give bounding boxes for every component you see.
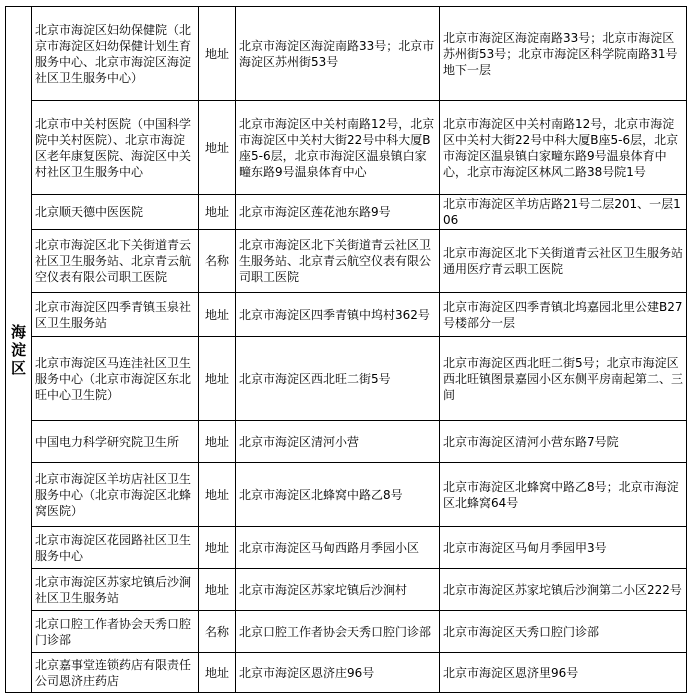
change-type-cell: 名称 [199, 230, 236, 293]
registered-info-cell: 北京市海淀区中关村南路12号，北京市海淀区中关村大街22号中科大厦B座5-6层，北京市海淀区温泉镇白家疃东路9号温泉体育中心 [236, 101, 440, 195]
registered-info-cell: 北京市海淀区北下关街道青云社区卫生服务站、北京青云航空仪表有限公司职工医院 [236, 230, 440, 293]
change-type-cell: 地址 [199, 7, 236, 101]
registration-table [5, 6, 687, 693]
institution-name-cell: 北京市海淀区马连洼社区卫生服务中心（北京市海淀区东北旺中心卫生院） [32, 337, 199, 421]
change-type-cell: 地址 [199, 195, 236, 230]
actual-info-cell: 北京市海淀区马甸月季园甲3号 [440, 527, 687, 569]
table-row [6, 463, 687, 527]
table-row [6, 527, 687, 569]
table-row [6, 101, 687, 195]
institution-name-cell: 北京市中关村医院（中国科学院中关村医院）、北京市海淀区老年康复医院、海淀区中关村社区卫生服务中心 [32, 101, 199, 195]
change-type-cell: 地址 [199, 101, 236, 195]
table-row [6, 421, 687, 463]
change-type-cell: 地址 [199, 293, 236, 337]
actual-info-cell: 北京市海淀区苏家坨镇后沙涧第二小区222号 [440, 569, 687, 611]
table-row [6, 569, 687, 611]
actual-info-cell: 北京市海淀区北蜂窝中路乙8号；北京市海淀区北蜂窝64号 [440, 463, 687, 527]
table-row [6, 7, 687, 101]
institution-name-cell: 北京市海淀区羊坊店社区卫生服务中心（北京市海淀区北蜂窝医院） [32, 463, 199, 527]
actual-info-cell: 北京市海淀区清河小营东路7号院 [440, 421, 687, 463]
change-type-cell: 名称 [199, 611, 236, 653]
registered-info-cell: 北京市海淀区马甸西路月季园小区 [236, 527, 440, 569]
actual-info-cell: 北京市海淀区北下关街道青云社区卫生服务站 通用医疗青云职工医院 [440, 230, 687, 293]
registered-info-cell: 北京市海淀区北蜂窝中路乙8号 [236, 463, 440, 527]
district-label: 海淀区 [10, 322, 26, 377]
table-row [6, 611, 687, 653]
actual-info-cell: 北京市海淀区羊坊店路21号二层201、一层106 [440, 195, 687, 230]
registered-info-cell: 北京市海淀区恩济庄96号 [236, 653, 440, 693]
change-type-cell: 地址 [199, 463, 236, 527]
actual-info-cell: 北京市海淀区西北旺二街5号；北京市海淀区西北旺镇图景嘉园小区东侧平房南起第二、三间 [440, 337, 687, 421]
registered-info-cell: 北京市海淀区海淀南路33号；北京市海淀区苏州街53号 [236, 7, 440, 101]
table-row [6, 653, 687, 693]
actual-info-cell: 北京市海淀区海淀南路33号；北京市海淀区苏州街53号；北京市海淀区科学院南路31号地下一层 [440, 7, 687, 101]
actual-info-cell: 北京市海淀区恩济里96号 [440, 653, 687, 693]
actual-info-cell: 北京市海淀区天秀口腔门诊部 [440, 611, 687, 653]
table-row [6, 230, 687, 293]
registered-info-cell: 北京市海淀区西北旺二街5号 [236, 337, 440, 421]
actual-info-cell: 北京市海淀区四季青镇北坞嘉园北里公建B27号楼部分一层 [440, 293, 687, 337]
change-type-cell: 地址 [199, 527, 236, 569]
registered-info-cell: 北京市海淀区清河小营 [236, 421, 440, 463]
institution-name-cell: 中国电力科学研究院卫生所 [32, 421, 199, 463]
institution-name-cell: 北京市海淀区北下关街道青云社区卫生服务站、北京青云航空仪表有限公司职工医院 [32, 230, 199, 293]
institution-name-cell: 北京顺天德中医医院 [32, 195, 199, 230]
actual-info-cell: 北京市海淀区中关村南路12号，北京市海淀区中关村大街22号中科大厦B座5-6层，北京市海淀区温泉镇白家疃东路9号温泉体育中心，北京市海淀区林风二路38号院1号 [440, 101, 687, 195]
institution-name-cell: 北京市海淀区四季青镇玉泉社区卫生服务站 [32, 293, 199, 337]
institution-name-cell: 北京市海淀区花园路社区卫生服务中心 [32, 527, 199, 569]
change-type-cell: 地址 [199, 653, 236, 693]
change-type-cell: 地址 [199, 569, 236, 611]
table-row [6, 337, 687, 421]
table-row [6, 293, 687, 337]
table-row [6, 195, 687, 230]
institution-name-cell: 北京市海淀区苏家坨镇后沙涧社区卫生服务站 [32, 569, 199, 611]
institution-name-cell: 北京嘉事堂连锁药店有限责任公司恩济庄药店 [32, 653, 199, 693]
registered-info-cell: 北京市海淀区莲花池东路9号 [236, 195, 440, 230]
change-type-cell: 地址 [199, 421, 236, 463]
registered-info-cell: 北京市海淀区苏家坨镇后沙涧村 [236, 569, 440, 611]
district-cell [6, 7, 32, 693]
institution-name-cell: 北京市海淀区妇幼保健院（北京市海淀区妇幼保健计划生育服务中心、北京市海淀区海淀社区卫生服务中心） [32, 7, 199, 101]
change-type-cell: 地址 [199, 337, 236, 421]
registered-info-cell: 北京口腔工作者协会天秀口腔门诊部 [236, 611, 440, 653]
registered-info-cell: 北京市海淀区四季青镇中坞村362号 [236, 293, 440, 337]
institution-name-cell: 北京口腔工作者协会天秀口腔门诊部 [32, 611, 199, 653]
